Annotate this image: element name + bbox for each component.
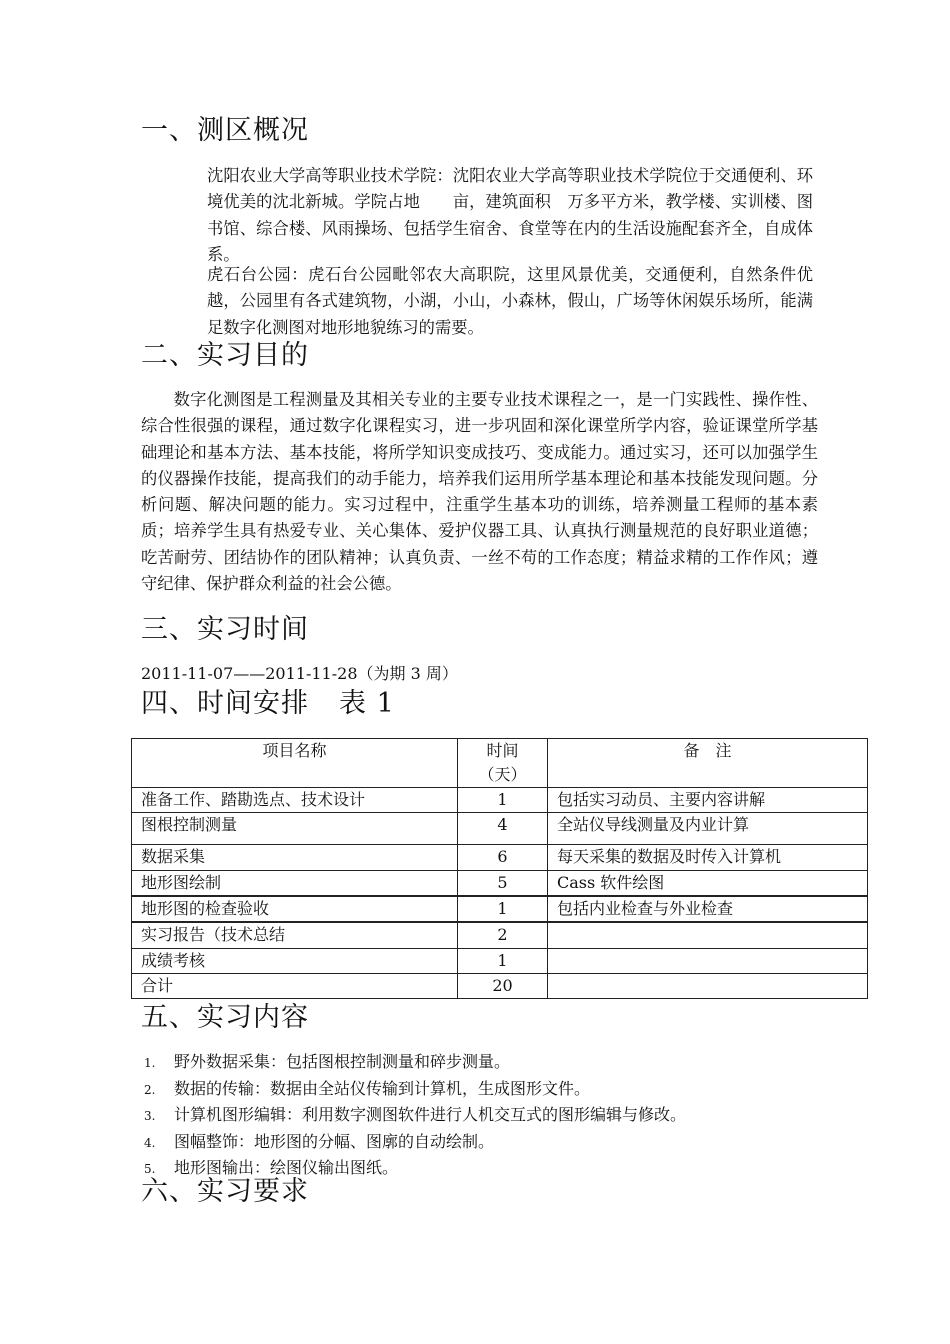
section-heading-schedule [141, 687, 395, 721]
cell-name: 实习报告（技术总结 [132, 922, 458, 948]
cell-note: 包括实习动员、主要内容讲解 [548, 788, 868, 813]
cell-days: 4 [458, 813, 548, 845]
table-row [132, 922, 868, 948]
table-row [132, 813, 868, 845]
cell-name: 准备工作、踏勘选点、技术设计 [132, 788, 458, 813]
period-text: 2011-11-07——2011-11-28（为期 3 周） [141, 664, 458, 683]
cell-days: 5 [458, 871, 548, 897]
overview-park-paragraph: 虎石台公园：虎石台公园毗邻农大高职院，这里风景优美，交通便利，自然条件优越，公园里有各式建筑物，小湖，小山，小森林，假山，广场等休闲娱乐场所，能满足数字化测图对地形地貌练习的需要。 [207, 265, 813, 337]
cell-note: 每天采集的数据及时传入计算机 [548, 845, 868, 871]
cell-days: 20 [458, 973, 548, 998]
section-heading-period: 三、实习时间 [141, 614, 309, 645]
cell-note [548, 973, 868, 998]
cell-days: 1 [458, 896, 548, 922]
cell-days: 1 [458, 948, 548, 973]
list-item: 1. 野外数据采集：包括图根控制测量和碎步测量。 [144, 1052, 511, 1071]
list-item: 2. 数据的传输：数据由全站仪传输到计算机，生成图形文件。 [144, 1078, 591, 1098]
overview-college-paragraph: 沈阳农业大学高等职业技术学院：沈阳农业大学高等职业技术学院位于交通便利、环境优美的沈北新城。学院占地 亩，建筑面积 万多平方米，教学楼、实训楼、图书馆、综合楼、风雨操场、包括学生宿舍、食堂等在内的生活设施配套齐全，自成体系。 [207, 166, 813, 264]
list-item: 3. 计算机图形编辑：利用数字测图软件进行人机交互式的图形编辑与修改。 [144, 1105, 687, 1125]
section-heading-overview: 一、测区概况 [141, 115, 309, 146]
cell-note [548, 948, 868, 973]
cell-name: 图根控制测量 [132, 813, 458, 845]
header-days: 时间 （天） [458, 739, 548, 788]
header-name: 项目名称 [132, 739, 458, 788]
cell-name: 地形图的检查验收 [132, 896, 458, 922]
section-heading-purpose: 二、实习目的 [141, 340, 309, 371]
table-row [132, 845, 868, 871]
schedule-heading-title: 四、时间安排 [141, 688, 309, 719]
table-row-total [132, 973, 868, 998]
cell-name: 地形图绘制 [132, 871, 458, 897]
header-note: 备 注 [548, 739, 868, 788]
cell-days: 2 [458, 922, 548, 948]
cell-days: 1 [458, 788, 548, 813]
table-row [132, 948, 868, 973]
contents-list [141, 1049, 686, 1182]
table-label: 表 1 [339, 688, 395, 719]
schedule-table [131, 738, 868, 999]
cell-note: 全站仪导线测量及内业计算 [548, 813, 868, 845]
cell-name: 成绩考核 [132, 948, 458, 973]
cell-note [548, 922, 868, 948]
schedule-header-row [132, 739, 868, 788]
cell-days: 6 [458, 845, 548, 871]
section-heading-contents: 五、实习内容 [141, 1002, 309, 1033]
cell-name: 合计 [132, 973, 458, 998]
list-item: 5. 地形图输出：绘图仪输出图纸。 [144, 1158, 399, 1178]
table-row [132, 871, 868, 897]
cell-note: 包括内业检查与外业检查 [548, 896, 868, 922]
list-item: 4. 图幅整饰：地形图的分幅、图廓的自动绘制。 [144, 1131, 495, 1151]
table-row [132, 896, 868, 922]
cell-name: 数据采集 [132, 845, 458, 871]
cell-note: Cass 软件绘图 [548, 871, 868, 897]
purpose-paragraph: 数字化测图是工程测量及其相关专业的主要专业技术课程之一，是一门实践性、操作性、综合性很强的课程，通过数字化课程实习，进一步巩固和深化课堂所学内容，验证课堂所学基础理论和基本方法、基本技能，将所学知识变成技巧、变成能力。通过实习，还可以加强学生的仪器操作技能，提高我们的动手能力，培养我们运用所学基本理论和基本技能发现问题。分析问题、解决问题的能力。实习过程中，注重学生基本功的训练，培养测量工程师的基本素质；培养学生具有热爱专业、关心集体、爱护仪器工具、认真执行测量规范的良好职业道德；吃苦耐劳、团结协作的团队精神；认真负责、一丝不苟的工作态度；精益求精的工作作风；遵守纪律、保护群众利益的社会公德。 [141, 390, 818, 594]
section-heading-requirements: 六、实习要求 [141, 1176, 309, 1207]
table-row [132, 788, 868, 813]
